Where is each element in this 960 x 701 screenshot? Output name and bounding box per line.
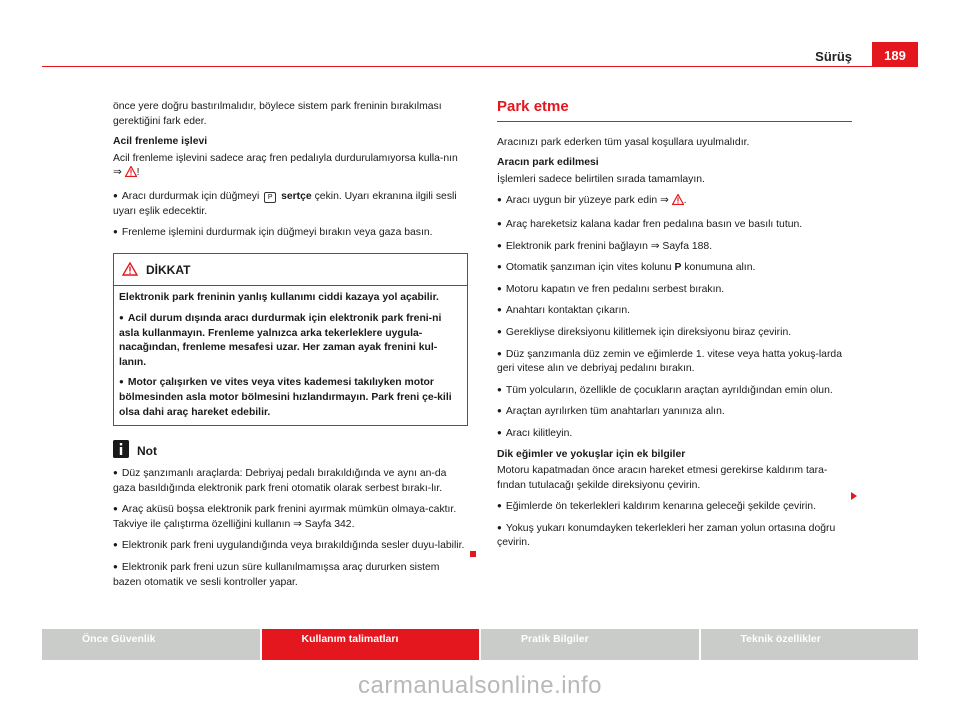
right-column [497, 100, 852, 557]
list-item: ● Yokuş yukarı konumdayken tekerlekleri her zaman yolun ortasına doğru çevirin. [497, 522, 836, 549]
left-column [113, 100, 468, 596]
list-item: ● Aracı durdurmak için düğmeyi P sertçe çekin. Uyarı ekranına ilgili sesli uyarı eşlik edecektir. [113, 190, 457, 217]
bullet-icon: ● [497, 348, 502, 358]
list-item: ● Gerekliyse direksiyonu kilitlemek için direksiyonu biraz çevirin. [497, 326, 792, 338]
warning-icon[interactable] [125, 166, 137, 183]
tab-operation[interactable]: Kullanım talimatları [262, 629, 480, 660]
list-item: ● Tüm yolcuların, özellikle de çocukların araçtan ayrıldığından emin olun. [497, 384, 833, 396]
list-item: ● Acil durum dışında aracı durdurmak için elektronik park freni-ni asla kullanmayın. Frenleme yalnızca arka tekerleklere uygula-nacağından, frenleme mesafesi uzar. Her zaman ayak frenini kul-lanın. [119, 312, 442, 368]
warning-icon[interactable] [672, 194, 684, 211]
bullet-icon: ● [113, 504, 118, 514]
footer-nav [42, 629, 918, 660]
left-intro: önce yere doğru bastırılmalıdır, böylece sistem park freninin bırakılması gerektiğini fark eder. [113, 101, 442, 127]
tab-practical[interactable]: Pratik Bilgiler [481, 629, 699, 660]
header-rule [42, 66, 918, 67]
park-intro: Aracınızı park ederken tüm yasal koşullara uyulmalıdır. [497, 136, 750, 148]
info-icon [113, 440, 129, 458]
bullet-icon: ● [497, 384, 502, 394]
list-item: ● Anahtarı kontaktan çıkarın. [497, 305, 631, 317]
list-item: ● Araç aküsü boşsa elektronik park frenini ayırmak mümkün olmaya-caktır. Takviye ile çalıştırma özelliğini kullanın ⇒ Sayfa 342. [113, 504, 457, 530]
bullet-icon: ● [113, 468, 118, 478]
list-item: ● Motor çalışırken ve vites veya vites kademesi takılıyken motor bölmesinden asla motor bölmesini hızlandırmayın. Park freni çe-kili olsa dahi araç hareket edebilir. [119, 377, 452, 418]
bullet-icon: ● [113, 227, 118, 237]
tab-safety[interactable]: Önce Güvenlik [42, 629, 260, 660]
warning-lead: Elektronik park freninin yanlış kullanımı ciddi kazaya yol açabilir. [119, 292, 439, 304]
parking-brake-button-icon: P [264, 192, 276, 203]
list-item: ● Eğimlerde ön tekerlekleri kaldırım kenarına geleceği şekilde çevirin. [497, 501, 816, 513]
bullet-icon: ● [497, 522, 502, 532]
warning-header [114, 254, 467, 287]
watermark: carmanualsonline.info [358, 672, 602, 699]
warning-box [113, 253, 468, 426]
bullet-icon: ● [497, 283, 502, 293]
bullet-icon: ● [497, 262, 502, 272]
bullet-icon: ● [497, 406, 502, 416]
list-item: ● Frenleme işlemini durdurmak için düğmeyi bırakın veya gaza basın. [113, 227, 433, 239]
continue-arrow-icon [851, 492, 857, 500]
acil-title: Acil frenleme işlevi [113, 136, 208, 148]
park-steps-intro: İşlemleri sadece belirtilen sırada tamamlayın. [497, 173, 705, 185]
list-item: ● Elektronik park freni uzun süre kullanılmamışsa araç dururken sistem bazen otomatik ve sesli kontroller yapar. [113, 562, 440, 588]
page-number: 189 [872, 42, 918, 67]
bullet-icon: ● [113, 562, 118, 572]
bullet-icon: ● [497, 427, 502, 437]
bullet-icon: ● [113, 540, 118, 550]
acil-text: Acil frenleme işlevini sadece araç fren pedalıyla durdurulamıyorsa kulla-nın ⇒ ! [113, 152, 468, 183]
note-header [113, 440, 468, 458]
list-item: ● Aracı kilitleyin. [497, 427, 573, 439]
list-item: ● Elektronik park freni uygulandığında veya bırakıldığında sesler duyu-labilir. [113, 540, 465, 552]
warning-body [114, 286, 467, 425]
bullet-icon: ● [497, 326, 502, 336]
park-section-title: Park etme [497, 100, 852, 122]
list-item: ● Düz şanzımanla düz zemin ve eğimlerde 1. vitese veya hatta yokuş-larda geri vitese alın ve debriyaj pedalını bırakın. [497, 348, 842, 375]
bullet-icon: ● [119, 377, 124, 387]
list-item: ● Düz şanzımanlı araçlarda: Debriyaj pedalı bırakıldığında ve aynı an-da gaza basıldığında elektronik park freni otomatik olarak serbest bırakı-lır. [113, 468, 447, 494]
section-title: Sürüş [815, 49, 852, 64]
warning-triangle-icon [122, 262, 138, 280]
bullet-icon: ● [497, 218, 502, 228]
slope-title: Dik eğimler ve yokuşlar için ek bilgiler [497, 448, 686, 460]
list-item: ● Motoru kapatın ve fren pedalını serbest bırakın. [497, 283, 725, 295]
note-title: Not [137, 443, 157, 458]
bullet-icon: ● [119, 312, 124, 322]
bullet-icon: ● [497, 195, 502, 205]
bullet-icon: ● [497, 501, 502, 511]
tab-technical[interactable]: Teknik özellikler [701, 629, 919, 660]
bullet-icon: ● [113, 190, 118, 200]
section-end-marker [470, 551, 476, 557]
park-title: Aracın park edilmesi [497, 157, 599, 169]
warning-title: DİKKAT [146, 263, 191, 278]
slope-text: Motoru kapatmadan önce aracın hareket etmesi gerekirse kaldırım tara-fından tutulacağı şekilde direksiyonu çevirin. [497, 465, 828, 491]
list-item: ● Araç hareketsiz kalana kadar fren pedalına basın ve basılı tutun. [497, 218, 803, 230]
bullet-icon: ● [497, 240, 502, 250]
list-item: ● Araçtan ayrılırken tüm anahtarları yanınıza alın. [497, 406, 725, 418]
bullet-icon: ● [497, 305, 502, 315]
list-item: ● Otomatik şanzıman için vites kolunu P konumuna alın. [497, 262, 756, 274]
list-item: ● Aracı uygun bir yüzeye park edin ⇒ . [497, 193, 852, 211]
list-item: ● Elektronik park frenini bağlayın ⇒ Sayfa 188. [497, 240, 713, 252]
